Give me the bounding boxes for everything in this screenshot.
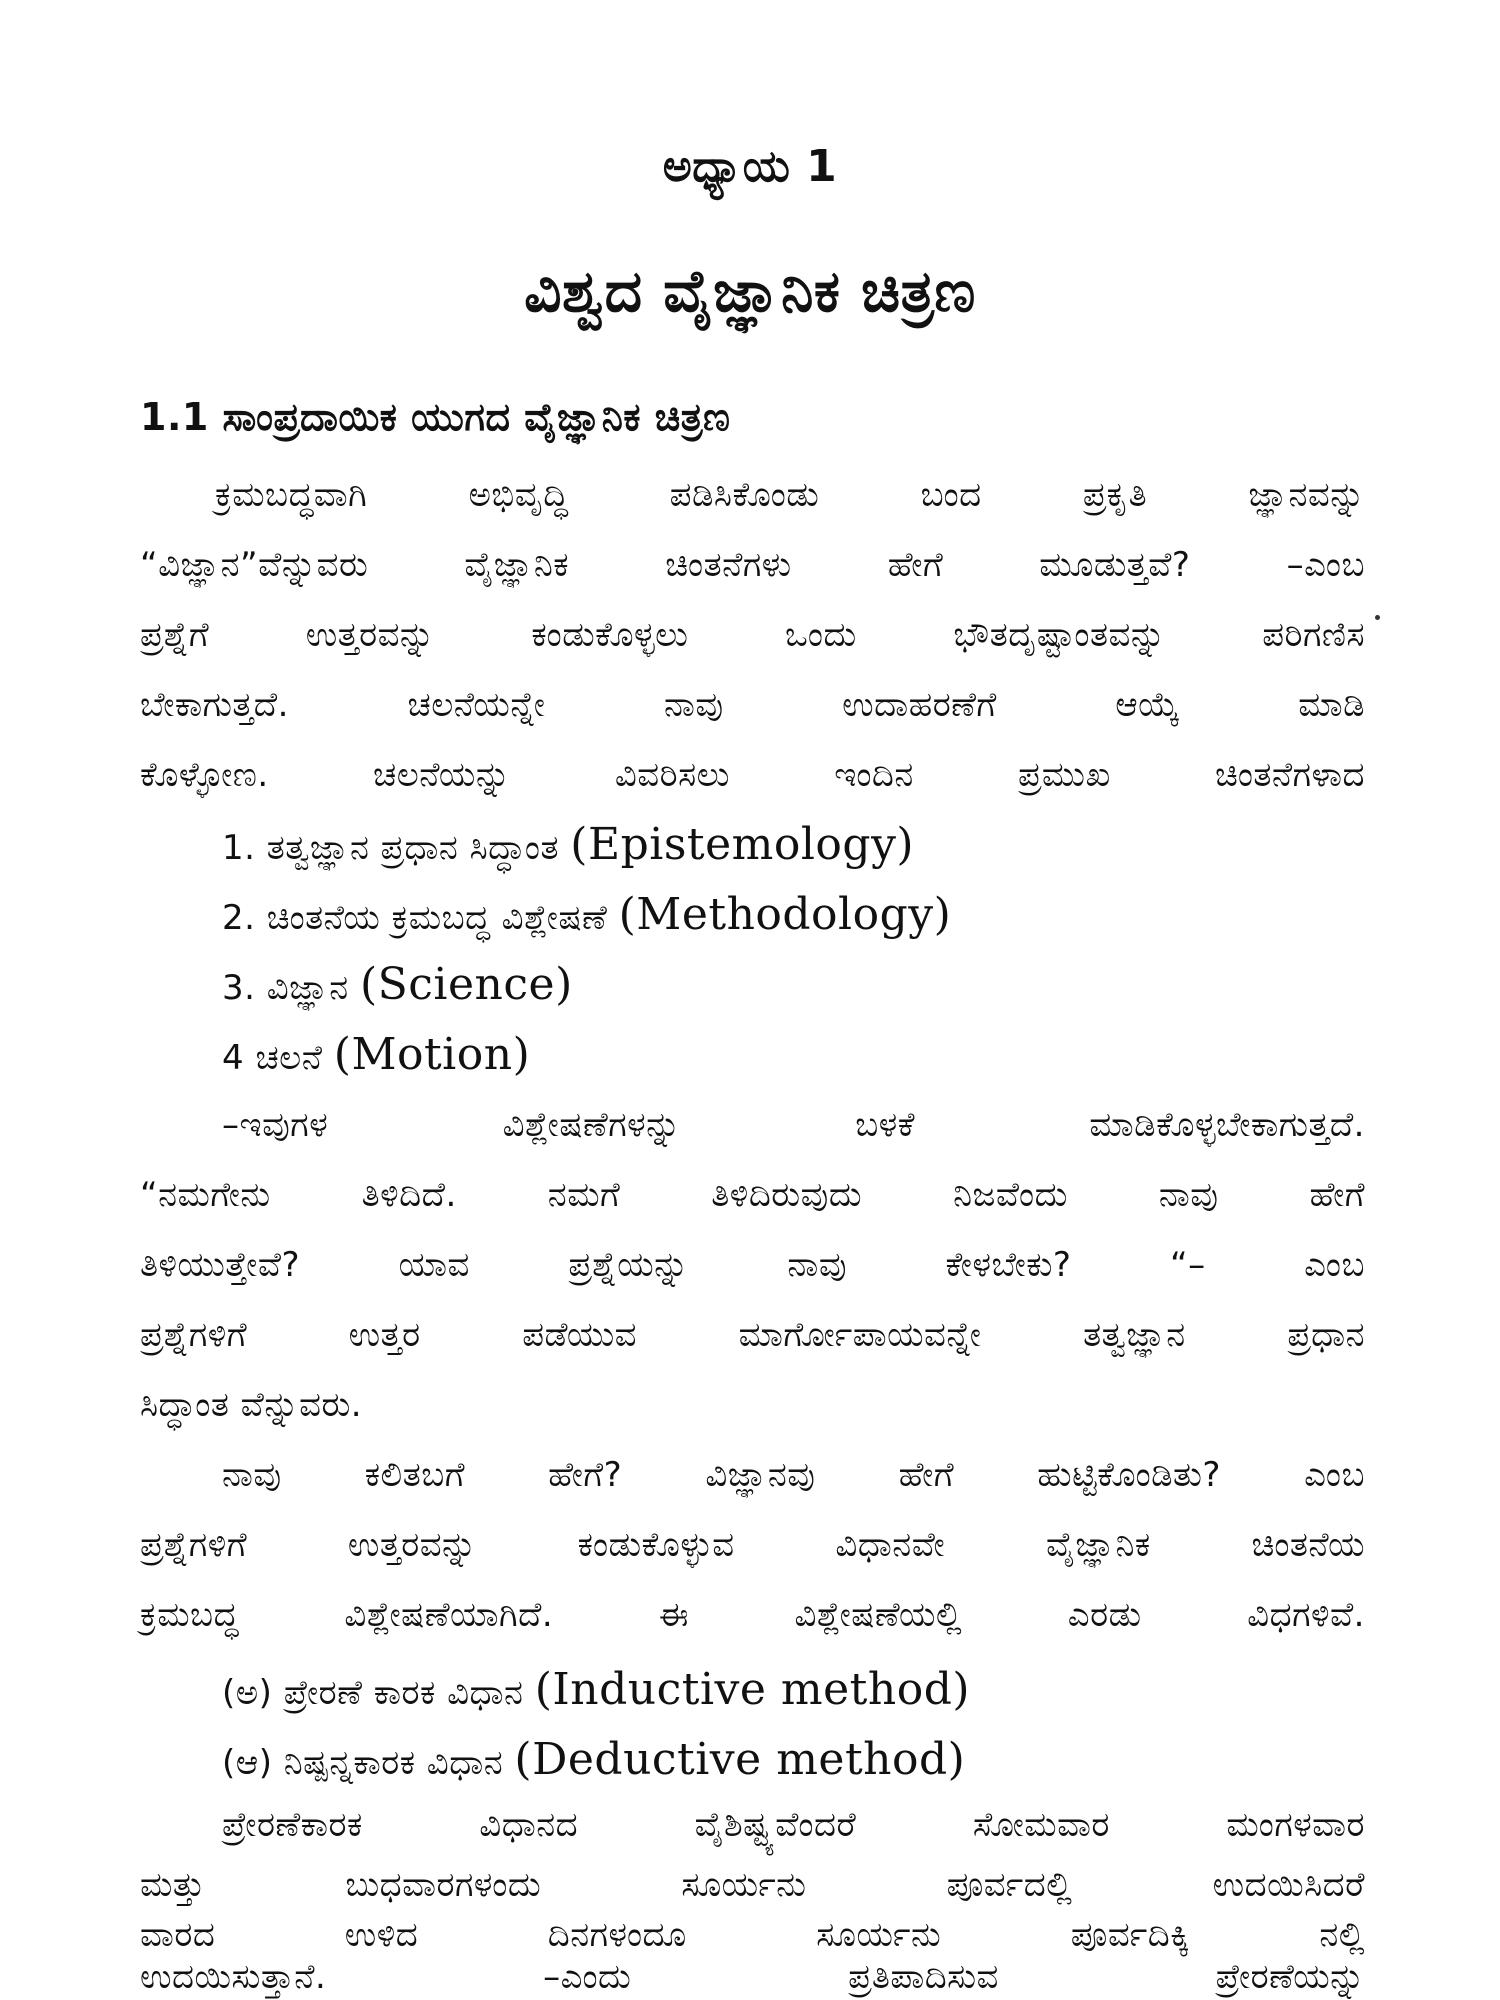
list-item (222, 959, 573, 1010)
paragraph-1-line: ಕ್ರಮಬದ್ಧವಾಗಿ ಅಭಿವೃದ್ಧಿ ಪಡಿಸಿಕೊಂಡು ಬಂದ ಪ್ರಕೃತಿ ಜ್ಞಾನವನ್ನು (215, 475, 1365, 515)
paragraph-4-line: ಉದಯಿಸುತ್ತಾನೆ. –ಎಂದು ಪ್ರತಿಪಾದಿಸುವ ಪ್ರೇರಣೆಯನ್ನು (140, 1957, 1365, 1997)
paragraph-1-line: ಪ್ರಶ್ನೆಗೆ ಉತ್ತರವನ್ನು ಕಂಡುಕೊಳ್ಳಲು ಒಂದು ಭೌತದೃಷ್ಟಾಂತವನ್ನು ಪರಿಗಣಿಸ (140, 615, 1365, 655)
list-item-kannada: 1. ತತ್ವಜ್ಞಾನ ಪ್ರಧಾನ ಸಿದ್ಧಾಂತ (222, 828, 559, 868)
list-item (222, 1734, 966, 1785)
list-item-kannada: 4 ಚಲನೆ (222, 1038, 323, 1078)
paragraph-4-line: ಮತ್ತು ಬುಧವಾರಗಳಂದು ಸೂರ್ಯನು ಪೂರ್ವದಲ್ಲಿ ಉದಯಿಸಿದರೆ (140, 1865, 1365, 1905)
paragraph-3-line: ನಾವು ಕಲಿತಬಗೆ ಹೇಗೆ? ವಿಜ್ಞಾನವು ಹೇಗೆ ಹುಟ್ಟಿಕೊಂಡಿತು? ಎಂಬ (222, 1455, 1365, 1495)
list-item-kannada: (ಆ) ನಿಷ್ಪನ್ನಕಾರಕ ವಿಧಾನ (222, 1743, 504, 1783)
paragraph-2-line: ತಿಳಿಯುತ್ತೇವೆ? ಯಾವ ಪ್ರಶ್ನೆಯನ್ನು ನಾವು ಕೇಳಬೇಕು? “– ಎಂಬ (140, 1245, 1365, 1285)
list-item-kannada: 3. ವಿಜ್ಞಾನ (222, 968, 349, 1008)
paragraph-3-line: ಕ್ರಮಬದ್ಧ ವಿಶ್ಲೇಷಣೆಯಾಗಿದೆ. ಈ ವಿಶ್ಲೇಷಣೆಯಲ್ಲಿ ಎರಡು ವಿಧಗಳಿವೆ. (140, 1595, 1365, 1635)
list-item-english: (Methodology) (618, 889, 952, 940)
chapter-label: ಅಧ್ಯಾಯ 1 (662, 141, 838, 192)
list-item (222, 819, 915, 870)
list-item-kannada: 2. ಚಿಂತನೆಯ ಕ್ರಮಬದ್ಧ ವಿಶ್ಲೇಷಣೆ (222, 898, 608, 938)
list-item (222, 889, 952, 940)
paragraph-1-line: ಕೊಳ್ಳೋಣ. ಚಲನೆಯನ್ನು ವಿವರಿಸಲು ಇಂದಿನ ಪ್ರಮುಖ ಚಿಂತನೆಗಳಾದ (140, 755, 1365, 795)
list-item (222, 1029, 531, 1080)
paragraph-4-line: ಪ್ರೇರಣೆಕಾರಕ ವಿಧಾನದ ವೈಶಿಷ್ಟ್ಯವೆಂದರೆ ಸೋಮವಾರ ಮಂಗಳವಾರ (222, 1805, 1365, 1845)
list-item-english: (Inductive method) (534, 1664, 971, 1715)
list-item-english: (Deductive method) (514, 1734, 966, 1785)
paragraph-1-line: “ವಿಜ್ಞಾನ”ವೆನ್ನುವರು ವೈಜ್ಞಾನಿಕ ಚಿಂತನೆಗಳು ಹೇಗೆ ಮೂಡುತ್ತವೆ? –ಎಂಬ (140, 545, 1365, 585)
paragraph-4-line: ವಾರದ ಉಳಿದ ದಿನಗಳಂದೂ ಸೂರ್ಯನು ಪೂರ್ವದಿಕ್ಕಿ ನಲ್ಲಿ (140, 1915, 1365, 1955)
stray-dot (1375, 615, 1380, 620)
list-item-english: (Epistemology) (570, 819, 915, 870)
list-item-english: (Science) (359, 959, 573, 1010)
paragraph-2-line: –ಇವುಗಳ ವಿಶ್ಲೇಷಣೆಗಳನ್ನು ಬಳಕೆ ಮಾಡಿಕೊಳ್ಳಬೇಕಾಗುತ್ತದೆ. (222, 1105, 1365, 1145)
chapter-title: ವಿಶ್ವದ ವೈಜ್ಞಾನಿಕ ಚಿತ್ರಣ (524, 257, 976, 325)
list-item-english: (Motion) (333, 1029, 531, 1080)
paragraph-2-line: ಸಿದ್ಧಾಂತ ವೆನ್ನುವರು. (140, 1385, 363, 1425)
list-item (222, 1664, 971, 1715)
paragraph-1-line: ಬೇಕಾಗುತ್ತದೆ. ಚಲನೆಯನ್ನೇ ನಾವು ಉದಾಹರಣೆಗೆ ಆಯ್ಕೆ ಮಾಡಿ (140, 685, 1365, 725)
paragraph-3-line: ಪ್ರಶ್ನೆಗಳಿಗೆ ಉತ್ತರವನ್ನು ಕಂಡುಕೊಳ್ಳುವ ವಿಧಾನವೇ ವೈಜ್ಞಾನಿಕ ಚಿಂತನೆಯ (140, 1525, 1365, 1565)
list-item-kannada: (ಅ) ಪ್ರೇರಣೆ ಕಾರಕ ವಿಧಾನ (222, 1673, 524, 1713)
paragraph-2-line: ಪ್ರಶ್ನೆಗಳಿಗೆ ಉತ್ತರ ಪಡೆಯುವ ಮಾರ್ಗೋಪಾಯವನ್ನೇ ತತ್ವಜ್ಞಾನ ಪ್ರಧಾನ (140, 1315, 1365, 1355)
section-heading: 1.1 ಸಾಂಪ್ರದಾಯಿಕ ಯುಗದ ವೈಜ್ಞಾನಿಕ ಚಿತ್ರಣ (140, 395, 731, 439)
paragraph-2-line: “ನಮಗೇನು ತಿಳಿದಿದೆ. ನಮಗೆ ತಿಳಿದಿರುವುದು ನಿಜವೆಂದು ನಾವು ಹೇಗೆ (140, 1175, 1365, 1215)
